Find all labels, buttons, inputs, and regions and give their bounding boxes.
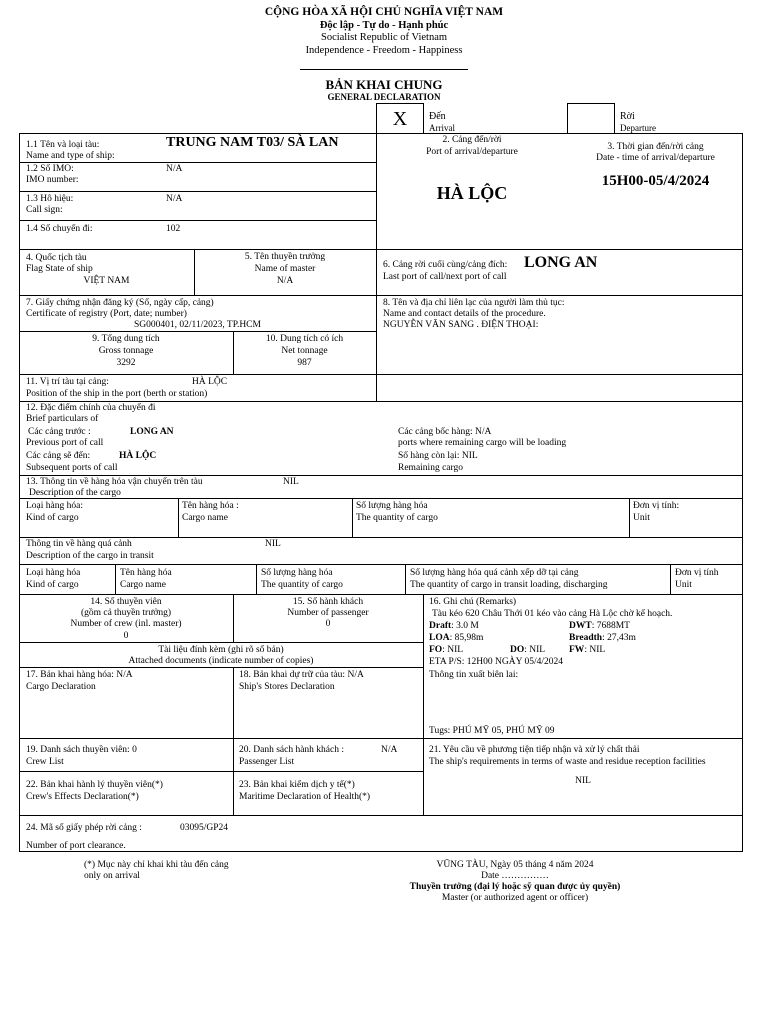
- passenger-list-value: N/A: [381, 745, 398, 755]
- remarks-label: 16. Ghi chú (Remarks): [429, 597, 517, 607]
- stores-declaration-label-en: Ship's Stores Declaration: [239, 682, 335, 692]
- remarks-fw: FW: NIL: [569, 645, 606, 655]
- remarks-clearance-info: Thông tin xuất biên lai:: [429, 670, 519, 680]
- crew-effects-label: 22. Bản khai hành lý thuyền viên(*): [26, 780, 163, 790]
- voyage-particulars-label-en: Brief particulars of: [26, 414, 99, 424]
- cargo-declaration-label: 17. Bản khai hàng hóa: N/A: [26, 670, 133, 680]
- voyage-particulars-label: 12. Đặc điểm chính của chuyến đi: [26, 403, 156, 413]
- crew-list-value: 0: [132, 745, 137, 755]
- gross-tonnage-label: 9. Tổng dung tích: [92, 334, 160, 344]
- transit-quantity-header: Số lượng hàng hóa: [261, 568, 333, 578]
- cargo-declaration-value: N/A: [116, 670, 133, 680]
- flag-value: VIỆT NAM: [83, 276, 130, 286]
- certificate-label: 7. Giấy chứng nhận đăng ký (Số, ngày cấp, cảng): [26, 298, 214, 308]
- remarks-fo: FO: NIL: [429, 645, 464, 655]
- cargo-kind-header: Loại hàng hóa:: [26, 501, 83, 511]
- remarks-loa: LOA: 85,98m: [429, 633, 484, 643]
- ship-name-value: TRUNG NAM T03/ SÀ LAN: [166, 135, 339, 150]
- departure-label-en: Departure: [620, 123, 656, 133]
- stores-declaration-value: N/A: [347, 670, 364, 680]
- footnote: (*) Mục này chỉ khai khi tàu đến cảng: [84, 860, 229, 870]
- place-date: VŨNG TÀU, Ngày 05 tháng 4 năm 2024: [436, 860, 594, 870]
- attached-documents-label-en: Attached documents (indicate number of copies): [128, 656, 314, 666]
- master-label: 5. Tên thuyền trưởng: [244, 252, 326, 262]
- transit-name-header: Tên hàng hóa: [120, 568, 172, 578]
- waste-requirements-label: 21. Yêu cầu về phương tiện tiếp nhận và xử lý chất thải: [429, 745, 640, 755]
- call-sign-label: 1.3 Hô hiệu:: [26, 194, 74, 204]
- flag-label-en: Flag State of ship: [26, 264, 93, 274]
- subsequent-ports-label-en: Subsequent ports of call: [26, 463, 118, 473]
- transit-name-header-en: Cargo name: [120, 580, 166, 590]
- cargo-quantity-header: Số lượng hàng hóa: [356, 501, 428, 511]
- cargo-name-header-en: Cargo name: [182, 513, 228, 523]
- header-divider: [300, 69, 468, 70]
- transit-kind-header: Loại hàng hóa: [26, 568, 81, 578]
- loading-ports-label-en: ports where remaining cargo will be loading: [398, 438, 567, 448]
- transit-cargo-label-en: Description of the cargo in transit: [26, 551, 154, 561]
- voyage-label: 1.4 Số chuyến đi:: [26, 224, 93, 234]
- waste-requirements-value: NIL: [575, 776, 591, 786]
- remarks-dwt: DWT: 7688MT: [569, 621, 630, 631]
- crew-count-label-en: Number of crew (inl. master): [70, 619, 182, 629]
- port-clearance-label: 24. Mã số giấy phép rời cảng :: [26, 823, 142, 833]
- imo-value: N/A: [166, 164, 183, 174]
- previous-ports-label: Các cảng trước :: [28, 427, 91, 437]
- contact-label-en: Name and contact details of the procedure.: [383, 309, 546, 319]
- port-label-en: Port of arrival/departure: [426, 147, 518, 157]
- call-sign-label-en: Call sign:: [26, 205, 63, 215]
- cargo-kind-header-en: Kind of cargo: [26, 513, 79, 523]
- master-label-en: Name of master: [254, 264, 316, 274]
- flag-label: 4. Quốc tịch tàu: [26, 253, 87, 263]
- date-en: Date ……………: [481, 871, 549, 881]
- gross-tonnage-label-en: Gross tonnage: [98, 346, 154, 356]
- remarks-tugs: Tugs: PHÚ MỸ 05, PHÚ MỸ 09: [429, 726, 555, 736]
- passenger-list-label: 20. Danh sách hành khách :: [239, 745, 344, 755]
- departure-label: Rời: [620, 111, 635, 122]
- port-clearance-label-en: Number of port clearance.: [26, 841, 126, 851]
- arrival-time-label-en: Date - time of arrival/departure: [596, 153, 715, 163]
- previous-ports-value: LONG AN: [130, 427, 174, 437]
- passenger-count-label-en: Number of passenger: [287, 608, 369, 618]
- passenger-count-label: 15. Số hành khách: [292, 597, 364, 607]
- signatory-title: Thuyền trưởng (đại lý hoặc sỹ quan được ủy quyền): [409, 882, 621, 892]
- arrival-mark: X: [392, 108, 408, 130]
- waste-requirements-label-en: The ship's requirements in terms of waste and residue reception facilities: [429, 757, 706, 767]
- last-port-label-en: Last port of call/next port of call: [383, 272, 507, 282]
- transit-unit-header-en: Unit: [675, 580, 692, 590]
- national-motto: Độc lập - Tự do - Hạnh phúc: [319, 19, 449, 31]
- certificate-label-en: Certificate of registry (Port, date; number): [26, 309, 187, 319]
- ship-name-label-en: Name and type of ship:: [26, 151, 115, 161]
- transit-cargo-label: Thông tin về hàng quá cảnh: [26, 539, 132, 549]
- cargo-declaration-label-en: Cargo Declaration: [26, 682, 96, 692]
- loading-ports-label: Các cảng bốc hàng: N/A: [398, 427, 492, 437]
- attached-documents-label: Tài liệu đính kèm (ghi rõ số bản): [158, 645, 284, 655]
- berth-label-en: Position of the ship in the port (berth or station): [26, 389, 208, 399]
- arrival-label: Đến: [429, 111, 446, 122]
- net-tonnage-label: 10. Dung tích có ích: [265, 334, 344, 344]
- cargo-name-header: Tên hàng hóa :: [182, 501, 239, 511]
- document-header: [0, 6, 768, 58]
- remaining-cargo-label: Số hàng còn lại: NIL: [398, 451, 478, 461]
- cargo-description-label-en: Description of the cargo: [29, 488, 121, 498]
- crew-list-label-en: Crew List: [26, 757, 64, 767]
- transit-unit-header: Đơn vị tính: [675, 568, 719, 578]
- departure-checkbox[interactable]: [567, 103, 615, 134]
- contact-value: NGUYỄN VĂN SANG . ĐIỆN THOẠI:: [383, 320, 539, 330]
- certificate-value: SG000401, 02/11/2023, TP.HCM: [134, 320, 261, 330]
- berth-value: HÀ LỘC: [192, 377, 228, 387]
- call-sign-value: N/A: [166, 194, 183, 204]
- crew-count-value: 0: [123, 631, 129, 641]
- arrival-label-en: Arrival: [429, 123, 455, 133]
- remarks-do: DO: NIL: [510, 645, 546, 655]
- crew-effects-label-en: Crew's Effects Declaration(*): [26, 792, 139, 802]
- cargo-unit-header-en: Unit: [633, 513, 650, 523]
- port-clearance-value: 03095/GP24: [180, 823, 229, 833]
- imo-label-en: IMO number:: [26, 175, 79, 185]
- last-port-label: 6. Cảng rời cuối cùng/cảng đích:: [383, 260, 508, 270]
- health-declaration-label-en: Maritime Declaration of Health(*): [239, 792, 371, 802]
- national-motto-en: Independence - Freedom - Happiness: [305, 44, 463, 56]
- national-title-en: Socialist Republic of Vietnam: [320, 32, 448, 44]
- crew-list-label: 19. Danh sách thuyền viên: 0: [26, 745, 137, 755]
- arrival-time-label: 3. Thời gian đến/rời cảng: [607, 142, 704, 152]
- imo-label: 1.2 Số IMO:: [26, 164, 74, 174]
- loading-ports-value: N/A: [475, 427, 492, 437]
- remaining-cargo-label-en: Remaining cargo: [398, 463, 463, 473]
- form-title-en: GENERAL DECLARATION: [327, 92, 441, 102]
- remarks-breadth: Breadth: 27,43m: [569, 633, 636, 643]
- ship-name-label: 1.1 Tên và loại tàu:: [26, 140, 100, 150]
- net-tonnage-value: 987: [297, 358, 312, 368]
- net-tonnage-label-en: Net tonnage: [281, 346, 328, 356]
- berth-label: 11. Vị trí tàu tại cảng:: [26, 377, 109, 387]
- transit-quantity-header-en: The quantity of cargo: [261, 580, 343, 590]
- health-declaration-label: 23. Bản khai kiểm dịch y tế(*): [239, 780, 355, 790]
- gross-tonnage-value: 3292: [116, 358, 136, 368]
- national-title: CỘNG HÒA XÃ HỘI CHỦ NGHĨA VIỆT NAM: [264, 6, 504, 18]
- transit-handled-header-en: The quantity of cargo in transit loading, discharging: [410, 580, 608, 590]
- arrival-checkbox[interactable]: [376, 103, 424, 134]
- stores-declaration-label: 18. Bản khai dự trữ của tàu: N/A: [239, 670, 364, 680]
- transit-handled-header: Số lượng hàng hóa quá cảnh xếp dỡ tại cảng: [410, 568, 579, 578]
- cargo-unit-header: Đơn vị tính:: [633, 501, 680, 511]
- cargo-description-label: 13. Thông tin về hàng hóa vận chuyển trên tàu: [26, 477, 203, 487]
- transit-cargo-value: NIL: [265, 539, 281, 549]
- contact-label: 8. Tên và địa chỉ liên lạc của người làm thủ tục:: [383, 298, 565, 308]
- passenger-count-value: 0: [325, 619, 331, 629]
- arrival-time-value: 15H00-05/4/2024: [601, 173, 710, 189]
- cargo-description-value: NIL: [283, 477, 299, 487]
- crew-count-label: 14. Số thuyền viên: [90, 597, 162, 607]
- port-value: HÀ LỘC: [436, 183, 508, 203]
- passenger-list-label-en: Passenger List: [239, 757, 295, 767]
- cargo-quantity-header-en: The quantity of cargo: [356, 513, 438, 523]
- subsequent-ports-label: Các cảng sẽ đến:: [26, 451, 91, 461]
- remarks-draft: Draft: 3.0 M: [429, 621, 479, 631]
- voyage-value: 102: [166, 224, 181, 234]
- transit-kind-header-en: Kind of cargo: [26, 580, 79, 590]
- remarks-eta: ETA P/S: 12H00 NGÀY 05/4/2024: [429, 657, 564, 667]
- previous-ports-label-en: Previous port of call: [26, 438, 104, 448]
- last-port-value: LONG AN: [524, 254, 598, 271]
- subsequent-ports-value: HÀ LỘC: [119, 451, 157, 461]
- remaining-cargo-value: NIL: [461, 451, 478, 461]
- form-title: BẢN KHAI CHUNG: [325, 77, 443, 92]
- port-label: 2. Cảng đến/rời: [442, 135, 502, 145]
- master-value: N/A: [276, 276, 294, 286]
- signatory-title-en: Master (or authorized agent or officer): [441, 893, 589, 903]
- remarks-line-1: Tàu kéo 620 Châu Thới 01 kéo vào cảng Hà Lộc chờ kế hoạch.: [432, 609, 673, 619]
- crew-count-label-2: (gồm cả thuyền trưởng): [80, 608, 172, 618]
- footnote-en: only on arrival: [84, 871, 140, 881]
